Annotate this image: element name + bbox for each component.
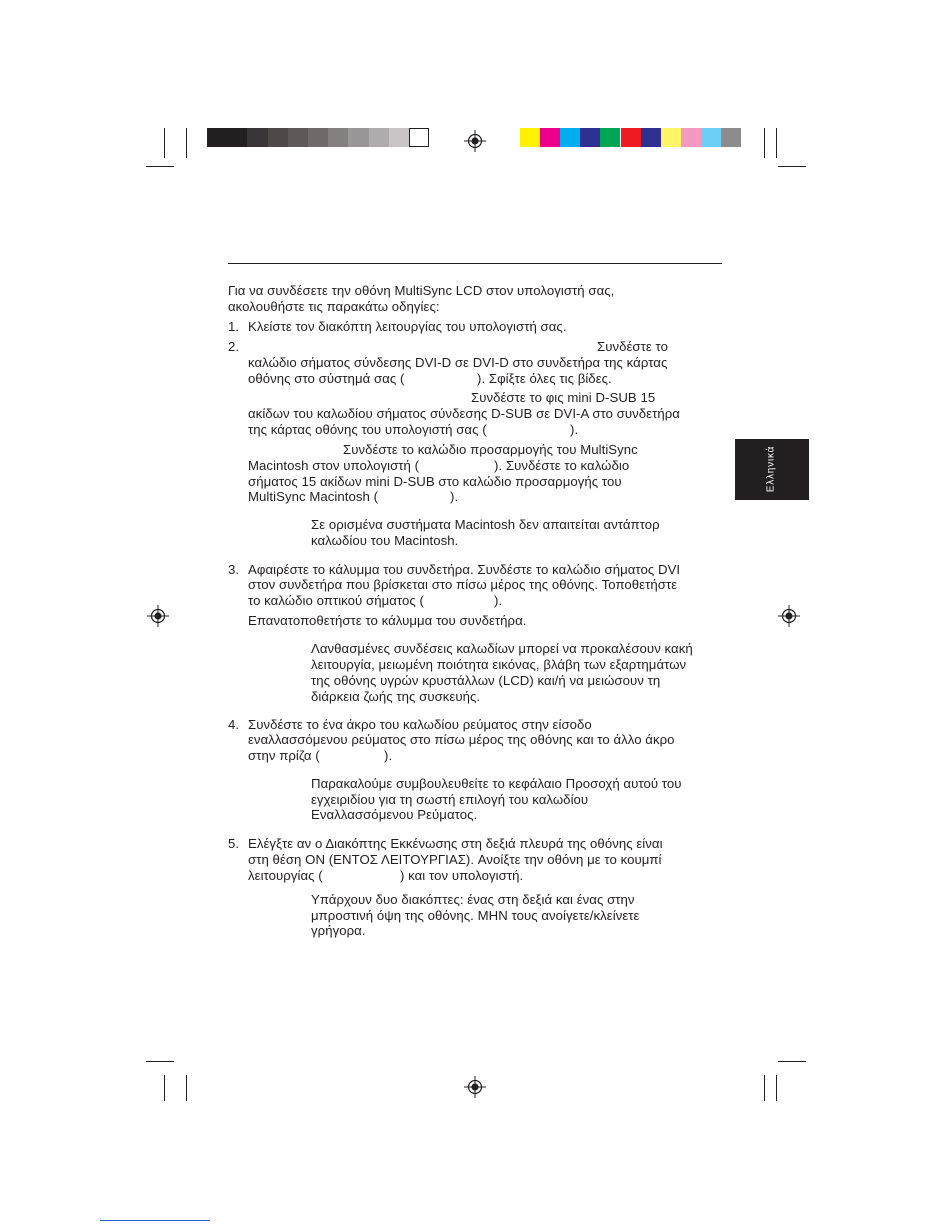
color-swatch — [409, 128, 429, 147]
color-swatch — [621, 128, 641, 147]
step-2-line: σήματος 15 ακίδων mini D-SUB στο καλώδιο προσαρμογής του — [248, 474, 622, 489]
crop-mark — [778, 1061, 806, 1062]
crop-mark — [186, 1075, 187, 1101]
color-swatch — [661, 128, 681, 147]
step-2-line: Συνδέστε το φις mini D-SUB 15 — [471, 390, 656, 405]
note-line: Εναλλασσόμενου Ρεύματος. — [311, 807, 478, 822]
step-1-text: Κλείστε τον διακόπτη λειτουργίας του υπολογιστή σας. — [248, 319, 567, 334]
step-2-line: καλώδιο σήματος σύνδεσης DVI-D σε DVI-D στο συνδετήρα της κάρτας — [248, 355, 668, 370]
crop-mark — [764, 1075, 765, 1101]
note-line: καλωδίου του Macintosh. — [311, 533, 459, 548]
registration-mark-icon — [147, 605, 169, 627]
language-tab-label: Ελληνικά — [765, 445, 777, 493]
step-3-line: στον συνδετήρα που βρίσκεται στο πίσω μέρος της οθόνης. Τοποθετήστε — [248, 577, 678, 592]
color-swatch — [600, 128, 620, 147]
step-3-line: ). — [494, 593, 503, 608]
crop-mark — [776, 1075, 777, 1101]
color-swatch — [721, 128, 741, 147]
note-line: γρήγορα. — [311, 923, 366, 938]
step-5-line: ) και τον υπολογιστή. — [400, 868, 524, 883]
step-3-line: Επανατοποθετήστε το κάλυμμα του συνδετήρα. — [248, 613, 527, 628]
crop-mark — [164, 128, 165, 158]
crop-mark — [764, 128, 765, 158]
intro-line: ακολουθήστε τις παρακάτω οδηγίες: — [228, 299, 440, 314]
registration-mark-icon — [464, 1076, 486, 1098]
step-number: 1. — [228, 319, 240, 334]
step-4-line: εναλλασσόμενου ρεύματος στο πίσω μέρος της οθόνης και το άλλο άκρο — [248, 732, 675, 747]
language-side-tab — [735, 439, 809, 500]
step-2-line: MultiSync Macintosh ( — [248, 489, 379, 504]
color-swatch — [308, 128, 328, 147]
color-swatch — [560, 128, 580, 147]
note-line: εγχειριδίου για τη σωστή επιλογή του καλωδίου — [311, 792, 589, 807]
note-line: λειτουργία, μειωμένη ποιότητα εικόνας, βλάβη των εξαρτημάτων — [311, 657, 687, 672]
color-swatch — [328, 128, 348, 147]
color-swatch — [520, 128, 540, 147]
color-swatch — [681, 128, 701, 147]
registration-mark-icon — [464, 130, 486, 152]
color-swatch — [348, 128, 368, 147]
step-2-line: οθόνης στο σύστημά σας ( — [248, 371, 405, 386]
note-line: Παρακαλούμε συμβουλευθείτε το κεφάλαιο Προσοχή αυτού του — [311, 776, 682, 791]
step-2-line: ακίδων του καλωδίου σήματος σύνδεσης D-SUB σε DVI-A στο συνδετήρα — [248, 406, 680, 421]
intro-line: Για να συνδέσετε την οθόνη MultiSync LCD στον υπολογιστή σας, — [228, 283, 615, 298]
note-line: Λανθασμένες συνδέσεις καλωδίων μπορεί να προκαλέσουν κακή — [311, 641, 693, 656]
step-number: 2. — [228, 339, 240, 354]
crop-mark — [778, 166, 806, 167]
note-line: διάρκεια ζωής της συσκευής. — [311, 689, 481, 704]
registration-mark-icon — [778, 605, 800, 627]
step-5-line: λειτουργίας ( — [248, 868, 323, 883]
color-swatch — [369, 128, 389, 147]
step-number: 3. — [228, 562, 240, 577]
step-2-line: της κάρτας οθόνης του υπολογιστή σας ( — [248, 422, 487, 437]
step-4-line: Συνδέστε το ένα άκρο του καλωδίου ρεύματος στην είσοδο — [248, 717, 592, 732]
step-5-line: στη θέση ON (ΕΝΤΟΣ ΛΕΙΤΟΥΡΓΙΑΣ). Ανοίξτε την οθόνη με το κουμπί — [248, 852, 662, 867]
step-number: 4. — [228, 717, 240, 732]
color-swatch — [389, 128, 409, 147]
color-swatch — [540, 128, 560, 147]
step-3-line: Αφαιρέστε το κάλυμμα του συνδετήρα. Συνδέστε το καλώδιο σήματος DVI — [248, 562, 681, 577]
step-2-line: ). — [450, 489, 459, 504]
crop-mark — [146, 166, 174, 167]
crop-mark — [164, 1075, 165, 1101]
color-swatch — [268, 128, 288, 147]
note-line: Σε ορισμένα συστήματα Macintosh δεν απαιτείται αντάπτορ — [311, 517, 660, 532]
note-line: μπροστινή όψη της οθόνης. ΜΗΝ τους ανοίγετε/κλείνετε — [311, 908, 640, 923]
note-line: της οθόνης υγρών κρυστάλλων (LCD) και/ή να μειώσουν τη — [311, 673, 661, 688]
step-4-line: ). — [384, 748, 393, 763]
step-2-line: ). Σφίξτε όλες τις βίδες. — [477, 371, 612, 386]
step-2-line: Συνδέστε το — [597, 339, 668, 354]
bottom-underline — [100, 1220, 210, 1221]
color-swatch — [701, 128, 721, 147]
step-number: 5. — [228, 836, 240, 851]
step-2-line: Συνδέστε το καλώδιο προσαρμογής του MultiSync — [343, 442, 638, 457]
crop-mark — [776, 128, 777, 158]
step-2-line: ). — [570, 422, 579, 437]
color-swatch — [641, 128, 661, 147]
crop-mark — [146, 1061, 174, 1062]
color-swatch — [227, 128, 247, 147]
step-4-line: στην πρίζα ( — [248, 748, 320, 763]
step-2-line: ). Συνδέστε το καλώδιο — [494, 458, 630, 473]
note-line: Υπάρχουν δυο διακόπτες: ένας στη δεξιά και ένας στην — [311, 892, 635, 907]
header-rule — [228, 263, 722, 264]
color-swatch — [247, 128, 267, 147]
crop-mark — [186, 128, 187, 158]
color-swatch — [207, 128, 227, 147]
step-3-line: το καλώδιο οπτικού σήματος ( — [248, 593, 424, 608]
color-swatch — [580, 128, 600, 147]
step-5-line: Ελέγξτε αν ο Διακόπτης Εκκένωσης στη δεξιά πλευρά της οθόνης είναι — [248, 836, 663, 851]
step-2-line: Macintosh στον υπολογιστή ( — [248, 458, 420, 473]
color-swatch — [288, 128, 308, 147]
